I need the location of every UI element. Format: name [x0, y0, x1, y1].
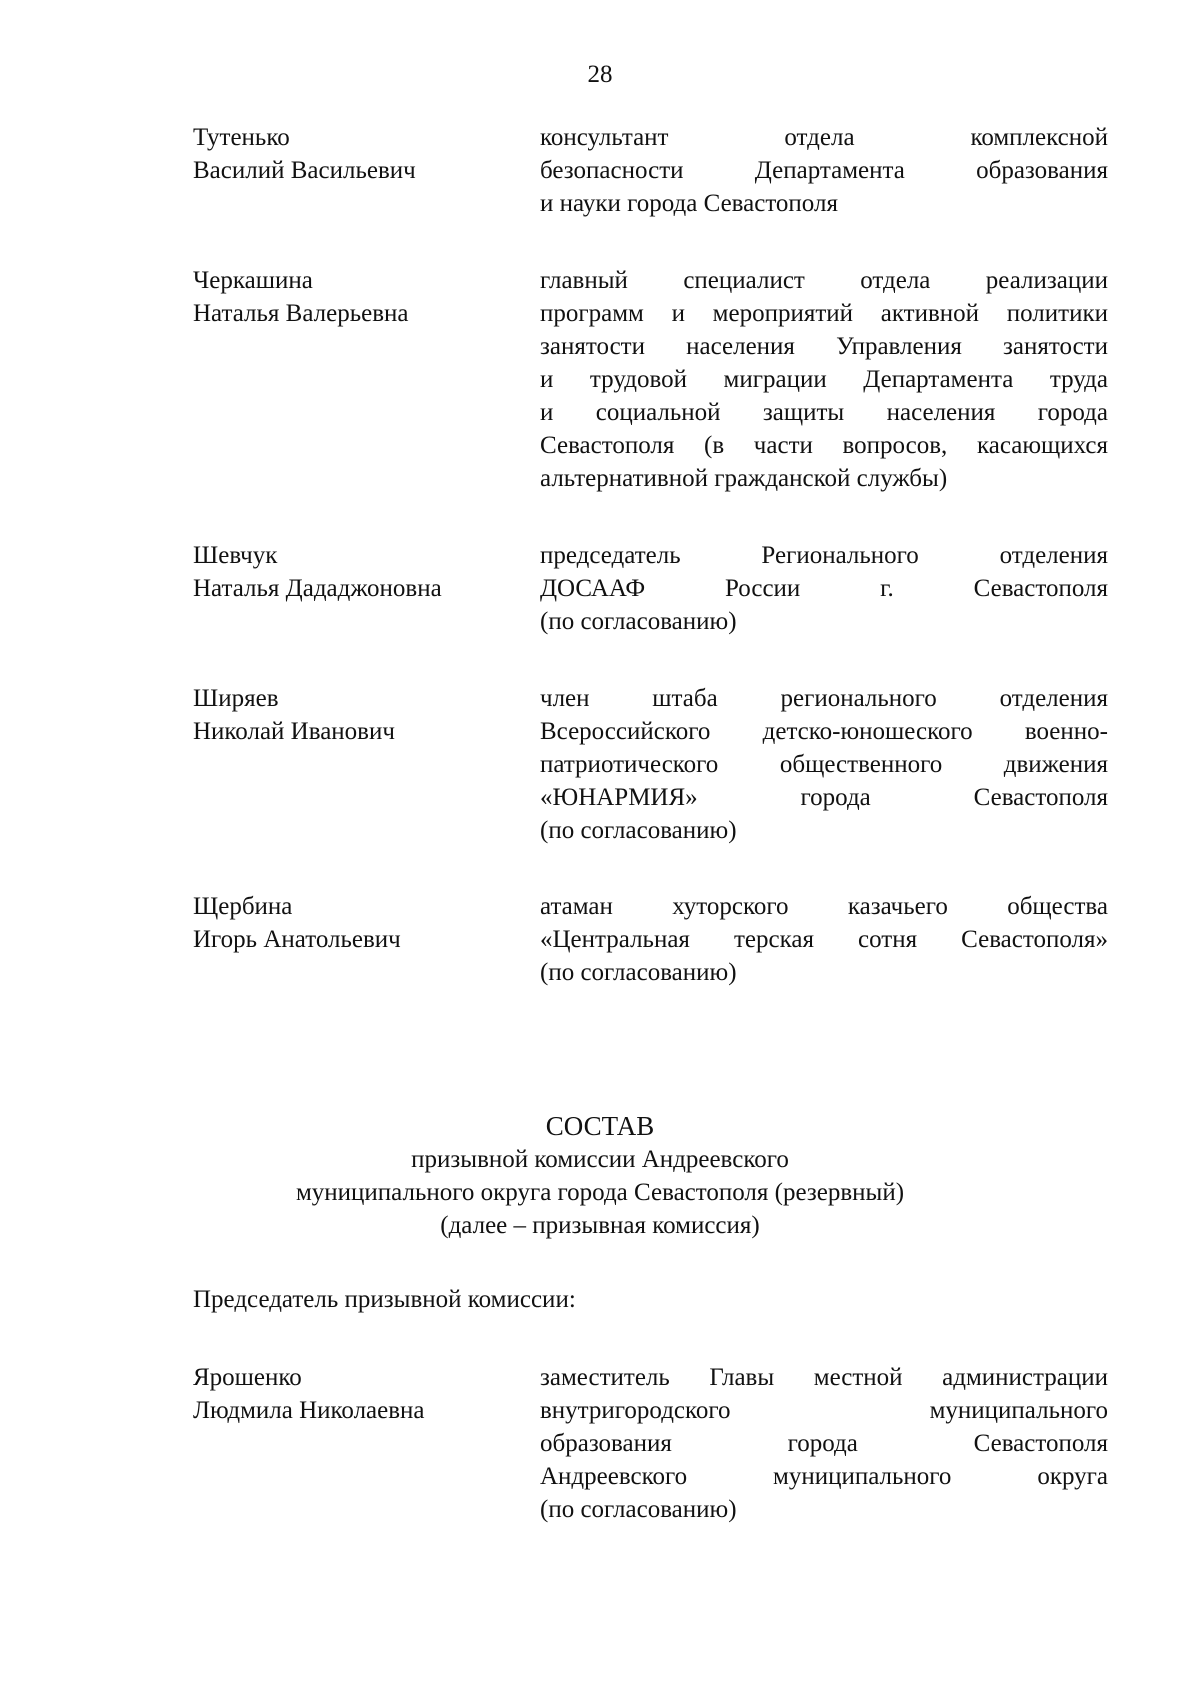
position-line: главный специалист отдела реализации: [540, 267, 1108, 294]
position-line: и трудовой миграции Департамента труда: [540, 366, 1108, 393]
position-line: атаман хуторского казачьего общества: [540, 893, 1108, 920]
member-surname: Черкашина: [193, 267, 313, 294]
member-position: [540, 264, 1108, 495]
position-line: патриотического общественного движения: [540, 751, 1108, 778]
position-line: альтернативной гражданской службы): [540, 465, 948, 492]
position-line: (по согласованию): [540, 608, 737, 635]
member-position: [540, 890, 1108, 989]
position-line: Всероссийского детско-юношеского военно-: [540, 718, 1108, 745]
member-given-names: Людмила Николаевна: [193, 1397, 425, 1424]
chair-label: Председатель призывной комиссии:: [193, 1286, 576, 1313]
page-number: 28: [587, 61, 613, 88]
member-name: [193, 890, 533, 956]
position-line: внутригородского муниципального: [540, 1397, 1108, 1424]
member-name: [193, 264, 533, 330]
heading-line: муниципального округа города Севастополя (резервный): [295, 1179, 905, 1206]
member-position: [540, 121, 1108, 220]
position-line: и науки города Севастополя: [540, 190, 838, 217]
member-name: [193, 539, 533, 605]
member-given-names: Николай Иванович: [193, 718, 395, 745]
position-line: заместитель Главы местной администрации: [540, 1364, 1108, 1391]
position-line: Севастополя (в части вопросов, касающихся: [540, 432, 1108, 459]
heading-line: (далее – призывная комиссия): [440, 1212, 760, 1239]
position-line: образования города Севастополя: [540, 1430, 1108, 1457]
member-given-names: Василий Васильевич: [193, 157, 416, 184]
position-line: и социальной защиты населения города: [540, 399, 1108, 426]
member-surname: Тутенько: [193, 124, 290, 151]
position-line: (по согласованию): [540, 1496, 737, 1523]
member-surname: Щербина: [193, 893, 293, 920]
position-line: «ЮНАРМИЯ» города Севастополя: [540, 784, 1108, 811]
position-line: безопасности Департамента образования: [540, 157, 1108, 184]
member-name: [193, 682, 533, 748]
position-line: ДОСААФ России г. Севастополя: [540, 575, 1108, 602]
position-line: председатель Регионального отделения: [540, 542, 1108, 569]
member-position: [540, 682, 1108, 847]
position-line: программ и мероприятий активной политики: [540, 300, 1108, 327]
member-surname: Шевчук: [193, 542, 278, 569]
member-surname: Ширяев: [193, 685, 279, 712]
section-heading: [0, 1109, 1200, 1242]
position-line: Андреевского муниципального округа: [540, 1463, 1108, 1490]
position-line: (по согласованию): [540, 959, 737, 986]
member-position: [540, 1361, 1108, 1526]
member-given-names: Наталья Дададжоновна: [193, 575, 442, 602]
heading-title: СОСТАВ: [545, 1111, 655, 1141]
position-line: занятости населения Управления занятости: [540, 333, 1108, 360]
position-line: (по согласованию): [540, 817, 737, 844]
heading-line: призывной комиссии Андреевского: [411, 1146, 789, 1173]
member-name: [193, 121, 533, 187]
member-surname: Ярошенко: [193, 1364, 302, 1391]
member-given-names: Наталья Валерьевна: [193, 300, 409, 327]
member-name: [193, 1361, 533, 1427]
member-position: [540, 539, 1108, 638]
position-line: член штаба регионального отделения: [540, 685, 1108, 712]
member-given-names: Игорь Анатольевич: [193, 926, 401, 953]
position-line: консультант отдела комплексной: [540, 124, 1108, 151]
position-line: «Центральная терская сотня Севастополя»: [540, 926, 1108, 953]
